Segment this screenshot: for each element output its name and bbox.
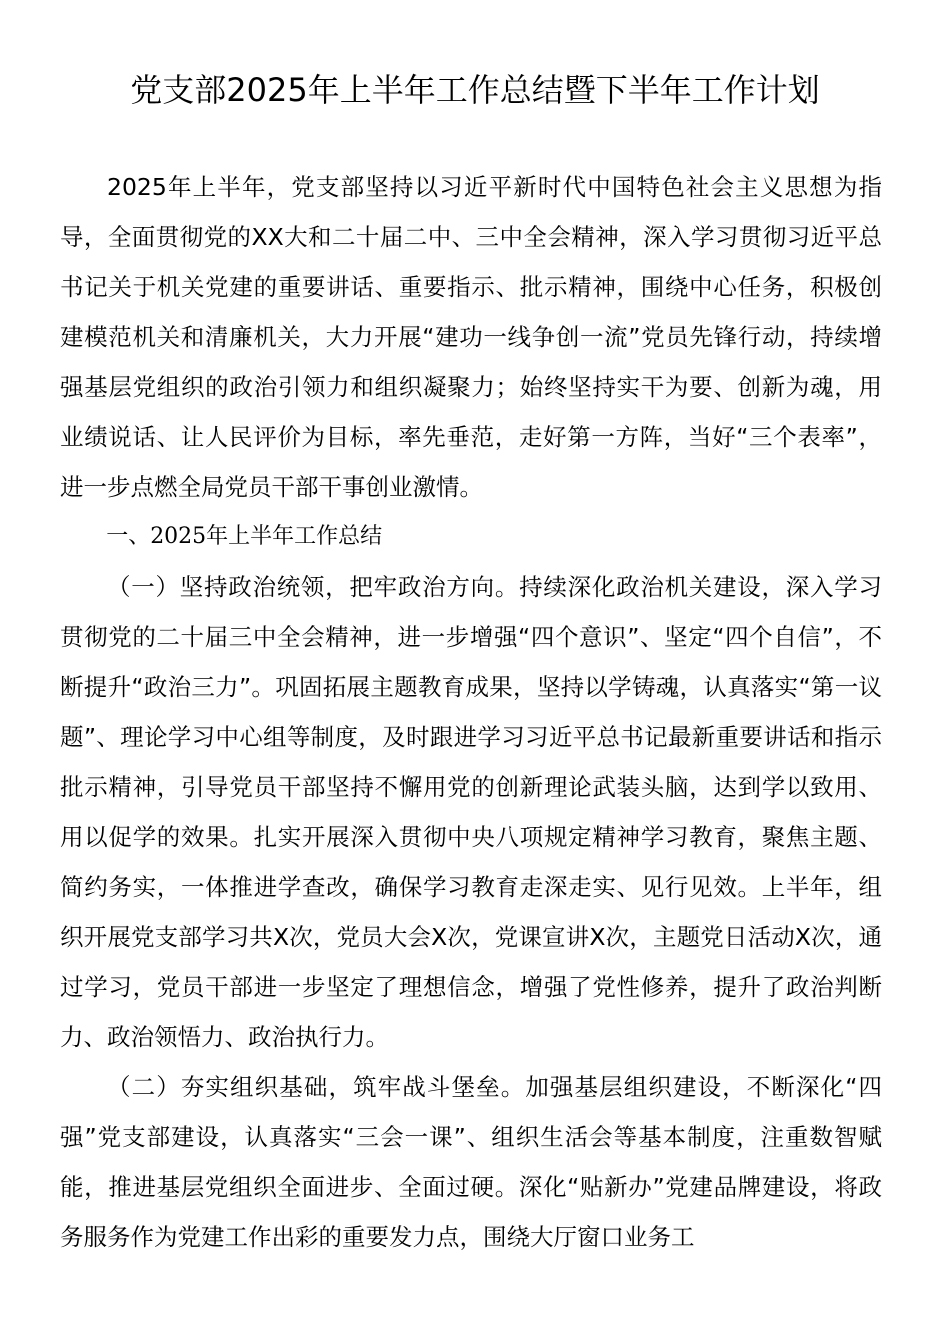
paragraph-political-leadership: （一）坚持政治统领，把牢政治方向。持续深化政治机关建设，深入学习贯彻党的二十届三中全会精神，进一步增强“四个意识”、坚定“四个自信”，不断提升“政治三力”。巩固拓展主题教育成果，坚持以学铸魂，认真落实“第一议题”、理论学习中心组等制度，及时跟进学习习近平总书记最新重要讲话和指示批示精神，引导党员干部坚持不懈用党的创新理论武装头脑，达到学以致用、用以促学的效果。扎实开展深入贯彻中央八项规定精神学习教育，聚焦主题、简约务实，一体推进学查改，确保学习教育走深走实、见行见效。上半年，组织开展党支部学习共X次，党员大会X次，党课宣讲X次，主题党日活动X次，通过学习，党员干部进一步坚定了理想信念，增强了党性修养，提升了政治判断力、政治领悟力、政治执行力。 — [60, 573, 882, 1051]
intro-paragraph: 2025年上半年，党支部坚持以习近平新时代中国特色社会主义思想为指导，全面贯彻党的XX大和二十届二中、三中全会精神，深入学习贯彻习近平总书记关于机关党建的重要讲话、重要指示、批示精神，围绕中心任务，积极创建模范机关和清廉机关，大力开展“建功一线争创一流”党员先锋行动，持续增强基层党组织的政治引领力和组织凝聚力；始终坚持实干为要、创新为魂，用业绩说话、让人民评价为目标，率先垂范，走好第一方阵，当好“三个表率”，进一步点燃全局党员干部干事创业激情。 — [60, 173, 882, 501]
paragraph-organization-foundation: （二）夯实组织基础，筑牢战斗堡垒。加强基层组织建设，不断深化“四强”党支部建设，认真落实“三会一课”、组织生活会等基本制度，注重数智赋能，推进基层党组织全面进步、全面过硬。深化“贴新办”党建品牌建设，将政务服务作为党建工作出彩的重要发力点，围绕大厅窗口业务工 — [60, 1073, 882, 1251]
section-heading-summary: 一、2025年上半年工作总结 — [106, 524, 383, 549]
document-body — [60, 162, 882, 1262]
document-title: 党支部2025年上半年工作总结暨下半年工作计划 — [130, 71, 820, 109]
